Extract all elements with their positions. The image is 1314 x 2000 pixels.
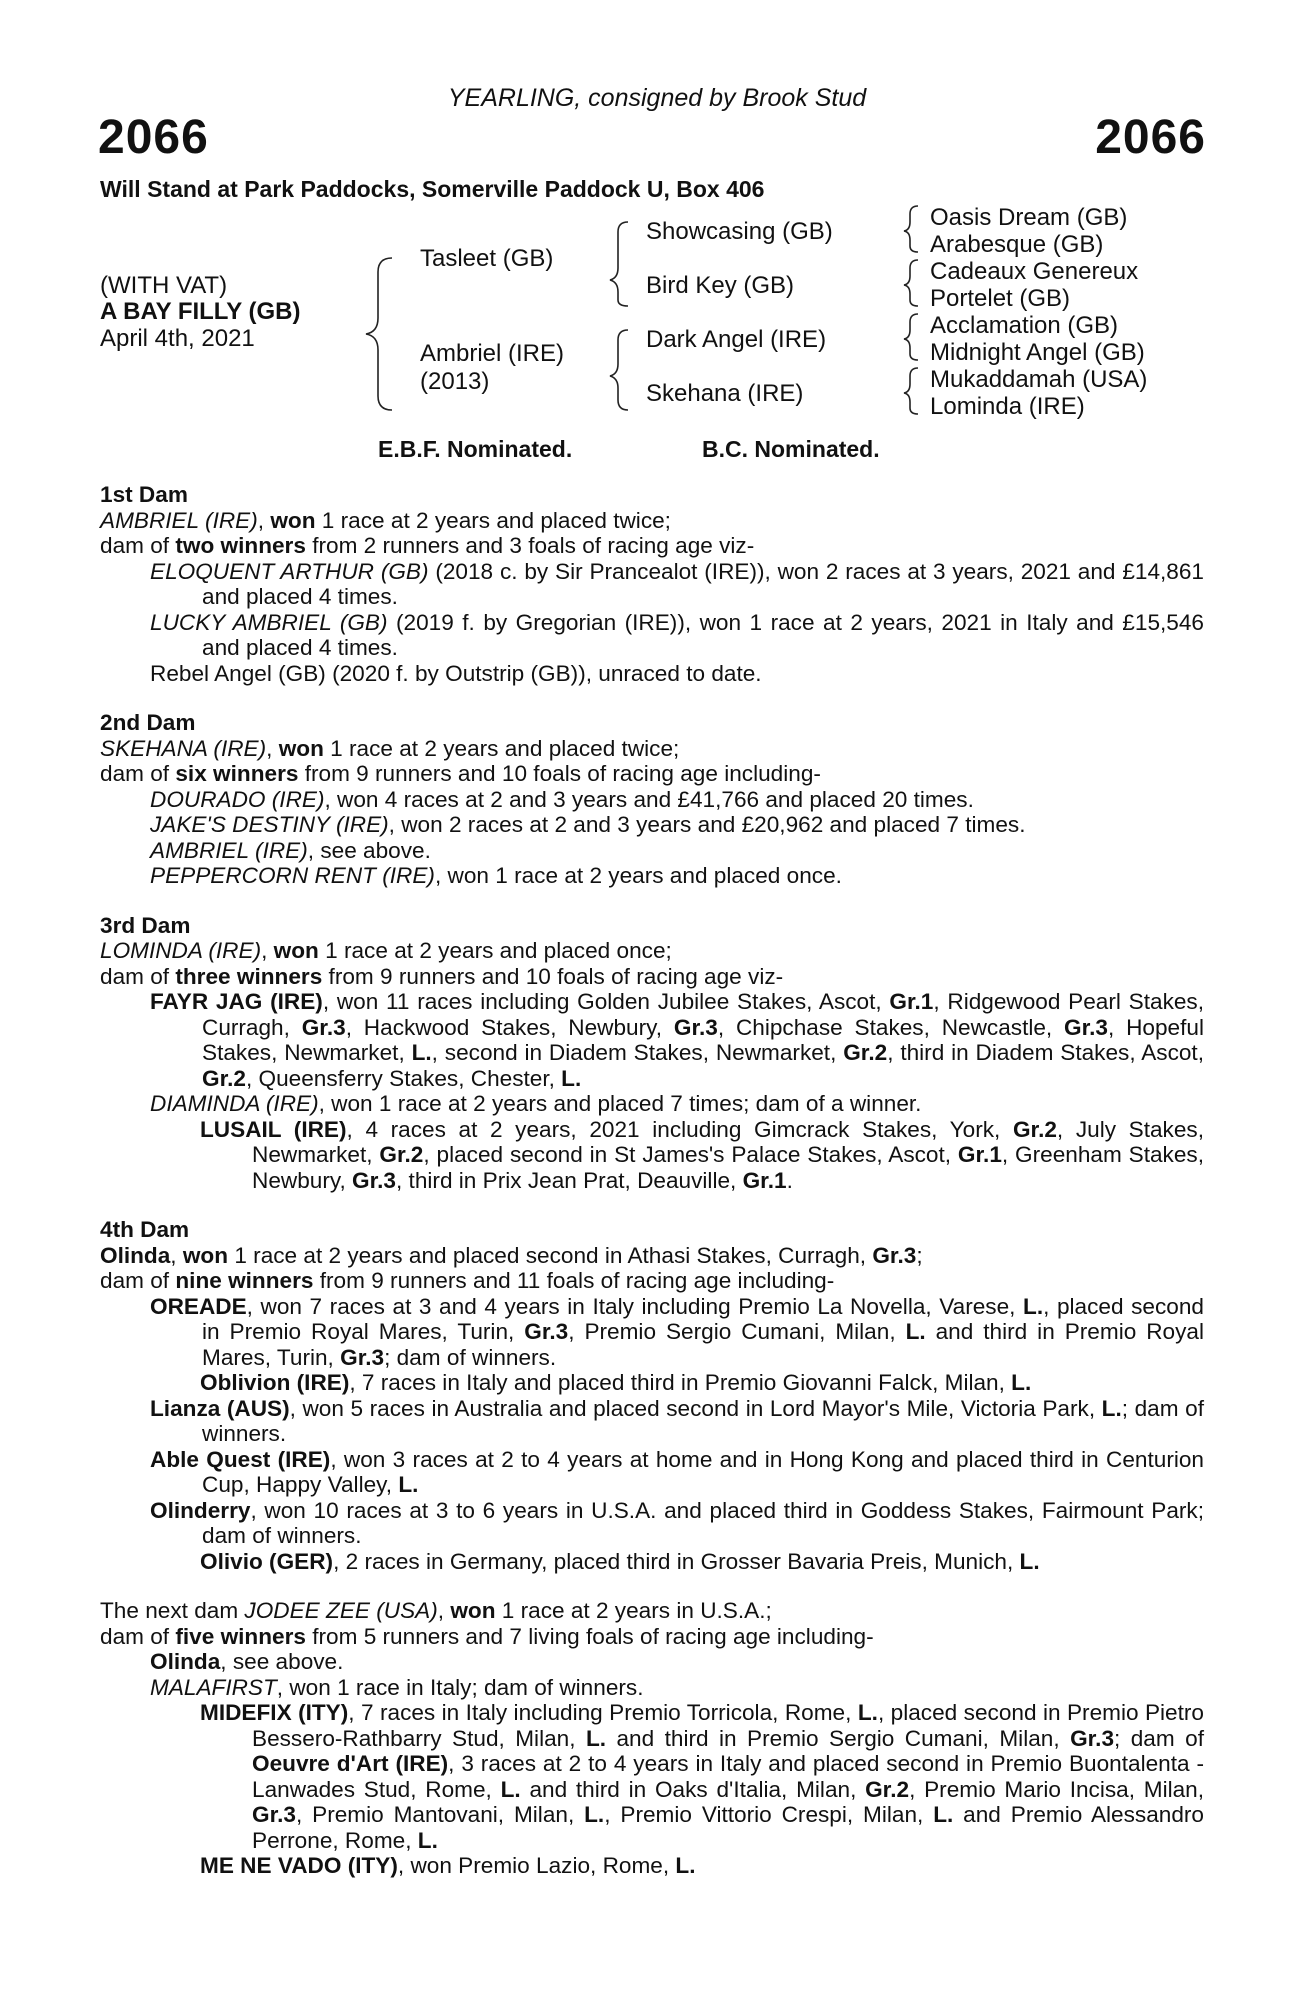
produce-olinda: Olinda, see above.: [150, 1649, 344, 1674]
brace-ds: [904, 314, 918, 360]
brace-gen1: [366, 258, 392, 410]
second-dam-heading: 2nd Dam: [100, 710, 196, 735]
stand-location: Will Stand at Park Paddocks, Somerville Paddock U, Box 406: [100, 176, 765, 202]
produce-rebel-angel: Rebel Angel (GB) (2020 f. by Outstrip (GB)), unraced to date.: [150, 660, 762, 686]
brace-ss: [904, 206, 918, 252]
produce-oreade: OREADE, won 7 races at 3 and 4 years in Italy including Premio La Novella, Varese, L., placed second in Premio Royal Mares, Turin, Gr.3, Premio Sergio Cumani, Milan, L. and third in Premio Royal Mares, Turin, Gr.3; dam of winners.: [150, 1293, 1204, 1370]
produce-jakes-destiny: JAKE'S DESTINY (IRE), won 2 races at 2 and 3 years and £20,962 and placed 7 times.: [150, 812, 1026, 837]
fourth-dam-summary: dam of nine winners from 9 runners and 11 foals of racing age including-: [100, 1268, 835, 1293]
foaling-date: April 4th, 2021: [100, 325, 255, 352]
brace-sd: [904, 260, 918, 306]
bc-nominated: B.C. Nominated.: [702, 436, 880, 462]
lot-number-left: 2066: [98, 111, 209, 164]
brace-sire: [610, 222, 628, 306]
brace-dd: [904, 368, 918, 414]
first-dam-line: AMBRIEL (IRE), won 1 race at 2 years and placed twice;: [100, 507, 671, 533]
ped-dsd: Midnight Angel (GB): [930, 339, 1145, 366]
produce-able-quest: Able Quest (IRE), won 3 races at 2 to 4 years at home and in Hong Kong and placed third in Centurion Cup, Happy Valley, L.: [150, 1446, 1204, 1497]
produce-olinderry: Olinderry, won 10 races at 3 to 6 years in U.S.A. and placed third in Goddess Stakes, Fairmount Park; dam of winners.: [150, 1497, 1204, 1548]
dam-dam: Skehana (IRE): [646, 380, 804, 407]
produce-lucky-ambriel: LUCKY AMBRIEL (GB) (2019 f. by Gregorian (IRE)), won 1 race at 2 years, 2021 in Italy and £15,546 and placed 4 times.: [150, 609, 1204, 660]
first-dam-heading: 1st Dam: [100, 482, 188, 507]
produce-midefix: MIDEFIX (ITY), 7 races in Italy including Premio Torricola, Rome, L., placed second in Premio Pietro Bessero-Rathbarry Stud, Milan, L. and third in Premio Sergio Cumani, Milan, Gr.3; dam of Oeuvre d'Art (IRE), 3 races at 2 to 4 years in Italy and placed second in Premio Buontalenta - Lanwades Stud, Rome, L. and third in Oaks d'Italia, Milan, Gr.2, Premio Mario Incisa, Milan, Gr.3, Premio Mantovani, Milan, L., Premio Vittorio Crespi, Milan, L. and Premio Alessandro Perrone, Rome, L.: [200, 1700, 1205, 1853]
ped-ddd: Lominda (IRE): [930, 393, 1085, 420]
produce-oblivion: Oblivion (IRE), 7 races in Italy and placed third in Premio Giovanni Falck, Milan, L.: [200, 1370, 1032, 1395]
horse-name: A BAY FILLY (GB): [100, 298, 301, 325]
produce-ambriel: AMBRIEL (IRE), see above.: [150, 837, 431, 863]
second-dam-line: SKEHANA (IRE), won 1 race at 2 years and placed twice;: [100, 735, 680, 761]
ped-dss: Acclamation (GB): [930, 312, 1119, 339]
lot-number-right: 2066: [1095, 111, 1206, 164]
ped-sss: Oasis Dream (GB): [930, 204, 1128, 231]
ped-sdd: Portelet (GB): [930, 285, 1071, 312]
produce-eloquent-arthur: ELOQUENT ARTHUR (GB) (2018 c. by Sir Prancealot (IRE)), won 2 races at 3 years, 2021 and £14,861 and placed 4 times.: [150, 558, 1204, 609]
produce-olivio: Olivio (GER), 2 races in Germany, placed third in Grosser Bavaria Preis, Munich, L.: [200, 1548, 1040, 1574]
produce-lianza: Lianza (AUS), won 5 races in Australia and placed second in Lord Mayor's Mile, Victoria Park, L.; dam of winners.: [150, 1395, 1204, 1446]
second-dam-summary: dam of six winners from 9 runners and 10 foals of racing age including-: [100, 761, 821, 786]
sire-dam: Bird Key (GB): [646, 272, 795, 299]
sire: Tasleet (GB): [420, 245, 554, 272]
dam-year: (2013): [420, 368, 490, 395]
third-dam-summary: dam of three winners from 9 runners and 10 foals of racing age viz-: [100, 963, 784, 989]
produce-dourado: DOURADO (IRE), won 4 races at 2 and 3 years and £41,766 and placed 20 times.: [150, 786, 974, 812]
third-dam-line: LOMINDA (IRE), won 1 race at 2 years and placed once;: [100, 938, 672, 963]
produce-diaminda: DIAMINDA (IRE), won 1 race at 2 years and placed 7 times; dam of a winner.: [150, 1091, 922, 1116]
produce-me-ne-vado: ME NE VADO (ITY), won Premio Lazio, Rome, L.: [200, 1853, 696, 1878]
fourth-dam-heading: 4th Dam: [100, 1217, 190, 1242]
vat-note: (WITH VAT): [100, 272, 228, 299]
first-dam-summary: dam of two winners from 2 runners and 3 foals of racing age viz-: [100, 533, 755, 558]
produce-lusail: LUSAIL (IRE), 4 races at 2 years, 2021 including Gimcrack Stakes, York, Gr.2, July Stakes, Newmarket, Gr.2, placed second in St James's Palace Stakes, Ascot, Gr.1, Greenham Stakes, Newbury, Gr.3, third in Prix Jean Prat, Deauville, Gr.1.: [200, 1116, 1204, 1193]
dam-sire: Dark Angel (IRE): [646, 326, 827, 353]
produce-peppercorn-rent: PEPPERCORN RENT (IRE), won 1 race at 2 years and placed once.: [150, 863, 842, 888]
next-dam-line: The next dam JODEE ZEE (USA), won 1 race at 2 years in U.S.A.;: [100, 1598, 772, 1623]
produce-malafirst: MALAFIRST, won 1 race in Italy; dam of winners.: [150, 1674, 644, 1700]
brace-dam: [610, 330, 628, 410]
dam: Ambriel (IRE): [420, 340, 565, 367]
produce-record: [100, 482, 1204, 1879]
ped-dds: Mukaddamah (USA): [930, 366, 1148, 393]
fourth-dam-line: Olinda, won 1 race at 2 years and placed second in Athasi Stakes, Curragh, Gr.3;: [100, 1242, 923, 1268]
ped-sds: Cadeaux Genereux: [930, 258, 1139, 285]
ped-ssd: Arabesque (GB): [930, 231, 1104, 258]
ebf-nominated: E.B.F. Nominated.: [378, 436, 573, 462]
next-dam-summary: dam of five winners from 5 runners and 7 living foals of racing age including-: [100, 1623, 874, 1649]
sire-sire: Showcasing (GB): [646, 218, 833, 245]
third-dam-heading: 3rd Dam: [100, 912, 191, 938]
consignment-line: YEARLING, consigned by Brook Stud: [447, 84, 867, 112]
produce-fayr-jag: FAYR JAG (IRE), won 11 races including Golden Jubilee Stakes, Ascot, Gr.1, Ridgewood Pearl Stakes, Curragh, Gr.3, Hackwood Stakes, Newbury, Gr.3, Chipchase Stakes, Newcastle, Gr.3, Hopeful Stakes, Newmarket, L., second in Diadem Stakes, Newmarket, Gr.2, third in Diadem Stakes, Ascot, Gr.2, Queensferry Stakes, Chester, L.: [150, 989, 1205, 1091]
